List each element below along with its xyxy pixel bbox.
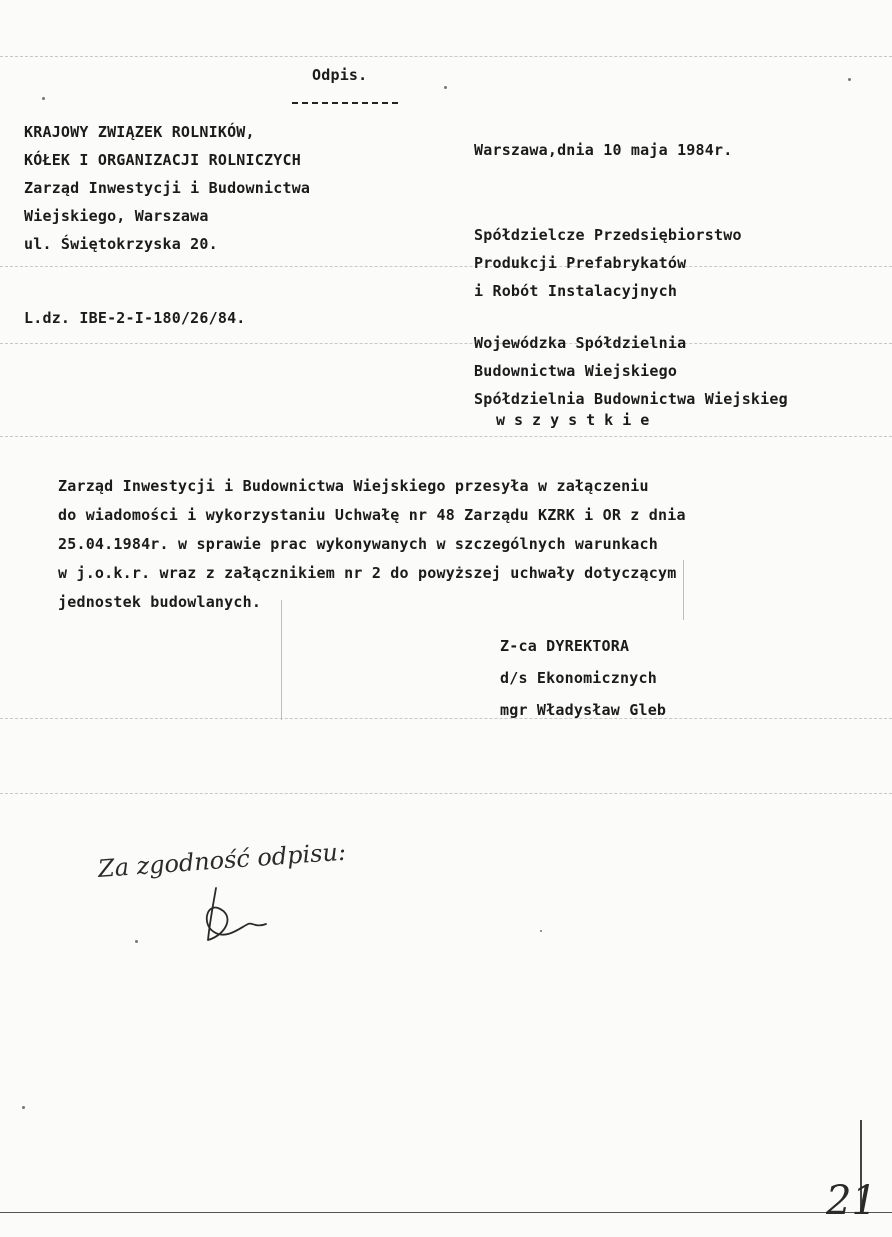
signature-block xyxy=(500,630,666,726)
scan-line xyxy=(0,56,892,57)
speck xyxy=(135,940,138,943)
document-header: Odpis. xyxy=(312,66,368,84)
body-line: do wiadomości i wykorzystaniu Uchwałę nr 48 Zarządu KZRK i OR z dnia xyxy=(58,506,686,524)
body-line: w j.o.k.r. wraz z załącznikiem nr 2 do powyższej uchwały dotyczącym xyxy=(58,564,677,582)
recipient-line: Spółdzielnia Budownictwa Wiejskieg xyxy=(474,390,788,408)
header-underline xyxy=(292,102,398,104)
document-date: Warszawa,dnia 10 maja 1984r. xyxy=(474,141,733,159)
speck xyxy=(540,930,542,932)
recipient-line: i Robót Instalacyjnych xyxy=(474,282,678,300)
scan-line xyxy=(0,266,892,267)
recipient-line: Wojewódzka Spółdzielnia xyxy=(474,334,687,352)
body-line: jednostek budowlanych. xyxy=(58,593,262,611)
signature-line: Z-ca DYREKTORA xyxy=(500,637,630,655)
sender-line: ul. Świętokrzyska 20. xyxy=(24,235,218,253)
body-line: 25.04.1984r. w sprawie prac wykonywanych w szczególnych warunkach xyxy=(58,535,658,553)
scan-vertical-line xyxy=(281,600,282,720)
sender-line: KRAJOWY ZWIĄZEK ROLNIKÓW, xyxy=(24,123,255,141)
recipient-line: Spółdzielcze Przedsiębiorstwo xyxy=(474,226,742,244)
signature-line: mgr Władysław Gleb xyxy=(500,701,667,719)
sender-line: Wiejskiego, Warszawa xyxy=(24,207,209,225)
recipient-line: Budownictwa Wiejskiego xyxy=(474,362,678,380)
handwritten-signature xyxy=(196,880,276,950)
body-line: Zarząd Inwestycji i Budownictwa Wiejskiego przesyła w załączeniu xyxy=(58,477,649,495)
speck xyxy=(22,1106,25,1109)
speck xyxy=(444,86,447,89)
recipient-line: Produkcji Prefabrykatów xyxy=(474,254,687,272)
speck xyxy=(848,78,851,81)
sender-line: Zarząd Inwestycji i Budownictwa xyxy=(24,179,311,197)
handwritten-note: Za zgodność odpisu: xyxy=(97,837,347,883)
scan-line xyxy=(0,436,892,437)
recipient-block xyxy=(474,329,788,413)
scan-line xyxy=(0,793,892,794)
recipients-all: wszystkie xyxy=(496,411,659,429)
sender-address xyxy=(24,118,310,258)
scan-line xyxy=(0,718,892,719)
page-number: 21 xyxy=(826,1178,877,1224)
letter-body xyxy=(58,472,686,617)
recipient-block xyxy=(474,221,742,305)
sender-line: KÓŁEK I ORGANIZACJI ROLNICZYCH xyxy=(24,151,301,169)
scan-line xyxy=(0,1212,892,1213)
reference-number: L.dz. IBE-2-I-180/26/84. xyxy=(24,309,246,327)
speck xyxy=(42,97,45,100)
signature-line: d/s Ekonomicznych xyxy=(500,669,657,687)
